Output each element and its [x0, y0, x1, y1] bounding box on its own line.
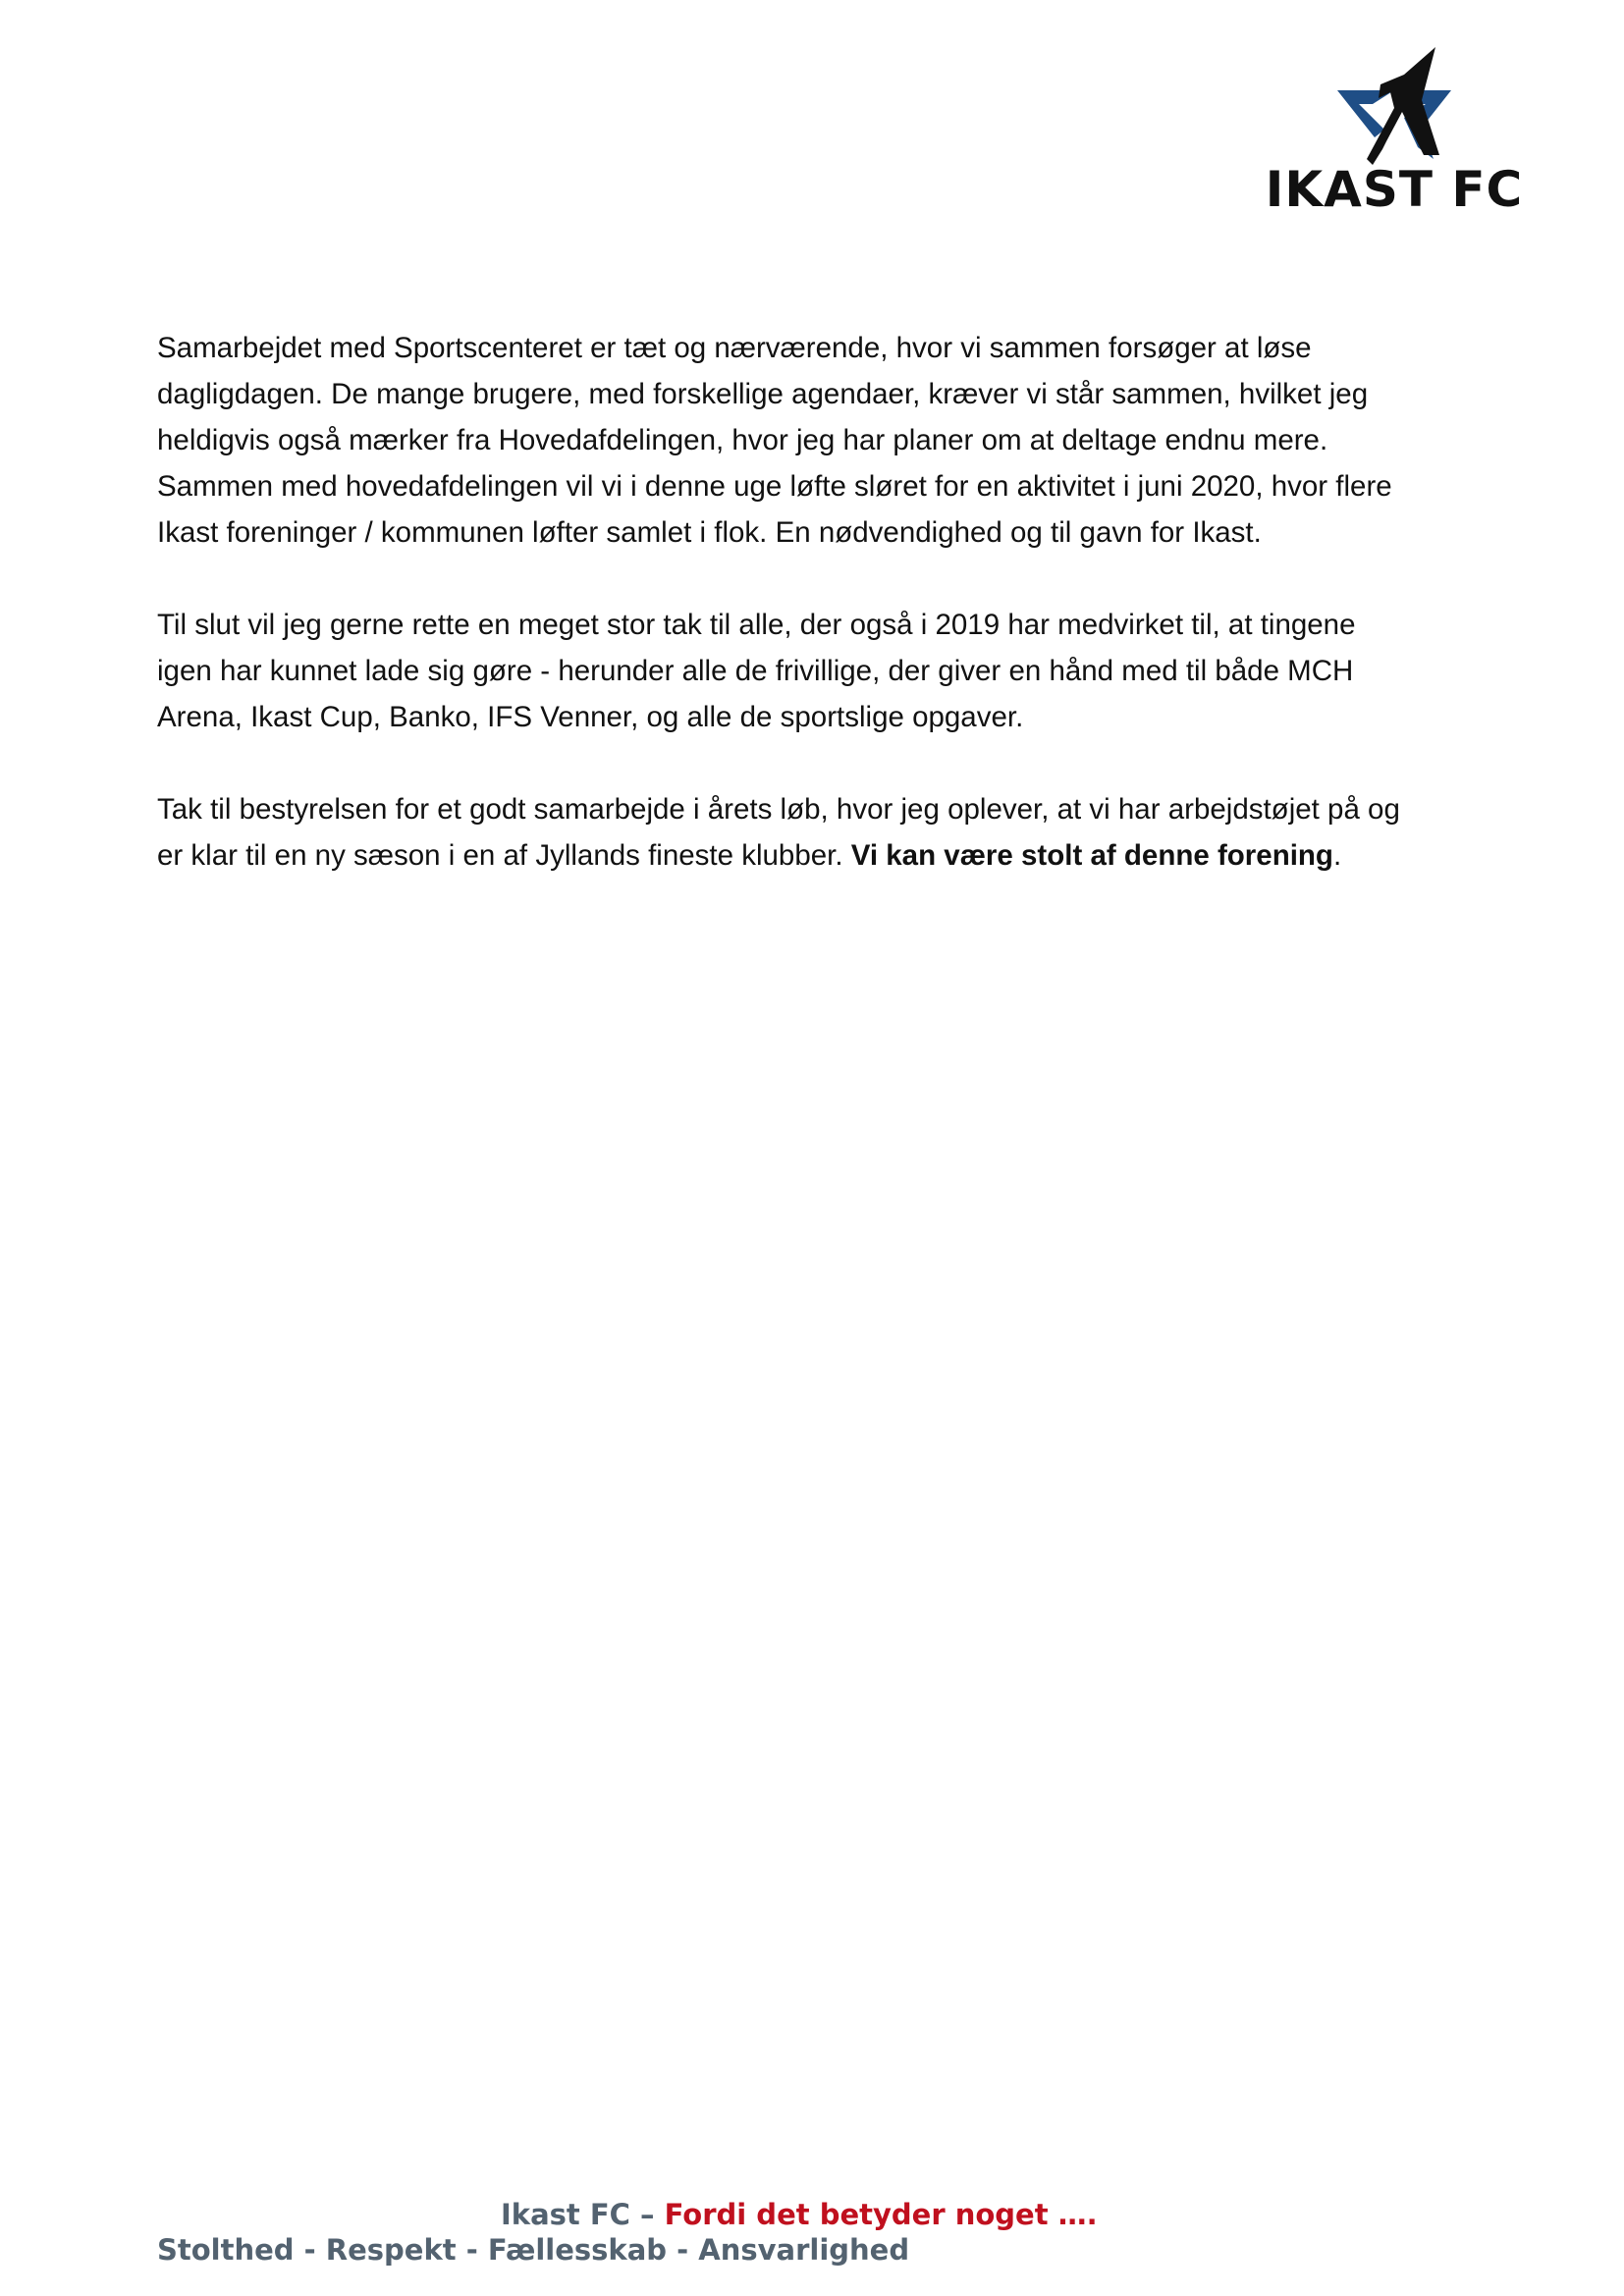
text-line: Tak til bestyrelsen for et godt samarbejde i årets løb, hvor jeg oplever, at vi har arbejdstøjet på og — [157, 793, 1400, 826]
letter-body — [157, 325, 1492, 925]
text-line: heldigvis også mærker fra Hovedafdelingen, hvor jeg har planer om at deltage endnu mere. — [157, 424, 1328, 456]
text-line: Sammen med hovedafdelingen vil vi i denne uge løfte sløret for en aktivitet i juni 2020, hvor flere — [157, 470, 1392, 503]
bold-statement: Vi kan være stolt af denne forening — [850, 839, 1333, 872]
footer-values: Stolthed - Respekt - Fællesskab - Ansvarlighed — [157, 2233, 910, 2267]
text-line: Ikast foreninger / kommunen løfter samlet i flok. En nødvendighed og til gavn for Ikast. — [157, 516, 1262, 549]
club-logo — [1257, 39, 1532, 221]
footer-club-name: Ikast FC – — [501, 2198, 665, 2231]
text-line: igen har kunnet lade sig gøre - herunder alle de frivillige, der giver en hånd med til både MCH — [157, 655, 1354, 687]
paragraph-thanks-volunteers — [157, 602, 1492, 740]
text-line: er klar til en ny sæson i en af Jyllands fineste klubber. — [157, 839, 851, 872]
star-logo-icon — [1257, 39, 1532, 167]
logo-wordmark: IKAST FC — [1265, 161, 1524, 218]
paragraph-thanks-board — [157, 786, 1492, 879]
text-line: dagligdagen. De mange brugere, med forskellige agendaer, kræver vi står sammen, hvilket jeg — [157, 378, 1369, 410]
text-period: . — [1332, 839, 1342, 872]
paragraph-sportscenter — [157, 325, 1492, 556]
footer-slogan: Fordi det betyder noget …. — [664, 2198, 1098, 2231]
text-line: Arena, Ikast Cup, Banko, IFS Venner, og alle de sportslige opgaver. — [157, 701, 1024, 733]
page-footer — [157, 2197, 1473, 2268]
text-line: Til slut vil jeg gerne rette en meget stor tak til alle, der også i 2019 har medvirket til, at tingene — [157, 609, 1356, 641]
footer-tagline — [157, 2197, 1473, 2232]
text-line: Samarbejdet med Sportscenteret er tæt og nærværende, hvor vi sammen forsøger at løse — [157, 332, 1312, 364]
